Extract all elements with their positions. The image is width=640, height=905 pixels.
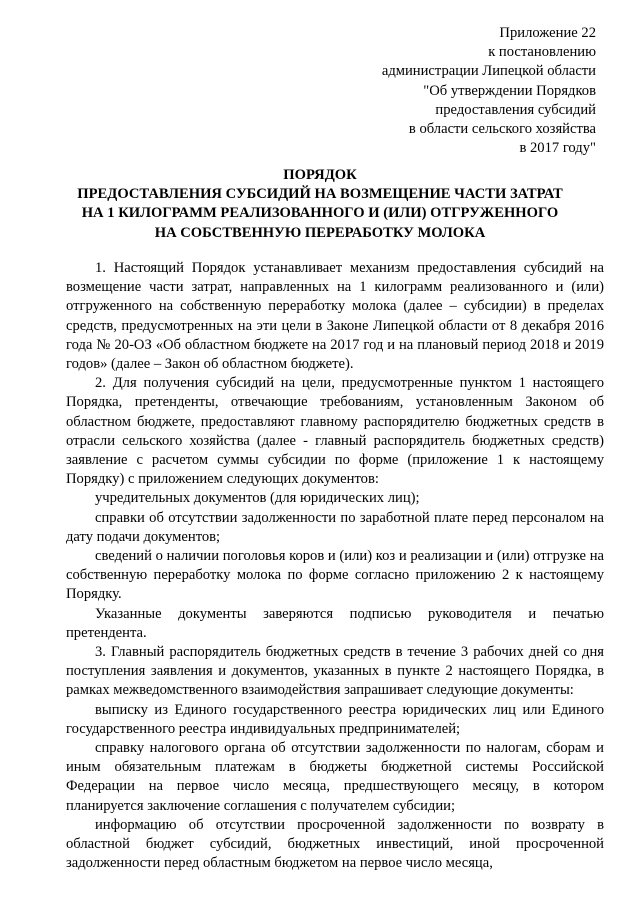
appendix-line: в области сельского хозяйства [408,121,596,138]
appendix-line: администрации Липецкой области [381,63,596,80]
paragraph-3: 3. Главный распорядитель бюджетных средств в течение 3 рабочих дней со дня поступления заявления и документов, указанных в пункте 2 настоящего Порядка, в рамках межведомственного взаимодействия запрашивает следующие документы: [66,644,604,699]
appendix-line: к постановлению [488,44,596,61]
list-item: сведений о наличии поголовья коров и (или) коз и реализации и (или) отгрузке на собственную переработку молока по форме согласно приложению 2 к настоящему Порядку. [66,548,604,603]
title-line: ПРЕДОСТАВЛЕНИЯ СУБСИДИЙ НА ВОЗМЕЩЕНИЕ ЧАСТИ ЗАТРАТ [77,186,563,203]
list-item: учредительных документов (для юридических лиц); [95,490,420,507]
document-title [40,166,600,243]
paragraph-2: 2. Для получения субсидий на цели, предусмотренные пунктом 1 настоящего Порядка, претенденты, отвечающие требованиям, установленным Законом об областном бюджете, предоставляют главному распорядителю бюджетных средств в отрасли сельского хозяйства (далее - главный распорядитель бюджетных средств) заявление с расчетом суммы субсидии по форме (приложение 1 к настоящему Порядку) с приложением следующих документов: [66,375,604,488]
paragraph-1: 1. Настоящий Порядок устанавливает механизм предоставления субсидий на возмещение части затрат, направленных на 1 килограмм реализованного и (или) отгруженного на собственную переработку молока (далее – субсидии) в пределах средств, предусмотренных на эти цели в Законе Липецкой области от 8 декабря 2016 года № 20-ОЗ «Об областном бюджете на 2017 год и на плановый период 2018 и 2019 годов» (далее – Закон об областном бюджете). [66,260,604,373]
appendix-line: Приложение 22 [499,25,596,41]
list-item: информацию об отсутствии просроченной задолженности по возврату в областной бюджет субсидий, бюджетных инвестиций, иной просроченной задолженности перед областным бюджетом на первое число месяца, [66,816,604,872]
list-item: справки об отсутствии задолженности по заработной плате перед персоналом на дату подачи документов; [66,509,604,545]
title-line: НА СОБСТВЕННУЮ ПЕРЕРАБОТКУ МОЛОКА [154,224,486,241]
list-item: выписку из Единого государственного реестра юридических лиц или Единого государственного реестра индивидуальных предпринимателей; [66,701,604,737]
appendix-line: "Об утверждении Порядков [423,82,596,99]
appendix-line: в 2017 году" [519,140,596,157]
paragraph-note: Указанные документы заверяются подписью руководителя и печатью претендента. [66,605,604,641]
list-item: справку налогового органа об отсутствии задолженности по налогам, сборам и иным обязательным платежам в бюджеты бюджетной системы Российской Федерации на первое число месяца, предшествующего месяцу, в котором планируется заключение соглашения с получателем субсидии; [66,740,604,814]
title-line: НА 1 КИЛОГРАММ РЕАЛИЗОВАННОГО И (ИЛИ) ОТГРУЖЕННОГО [81,205,559,222]
document-body [66,259,604,872]
appendix-line: предоставления субсидий [435,101,596,118]
appendix-header [266,24,596,158]
title-line: ПОРЯДОК [283,167,357,183]
